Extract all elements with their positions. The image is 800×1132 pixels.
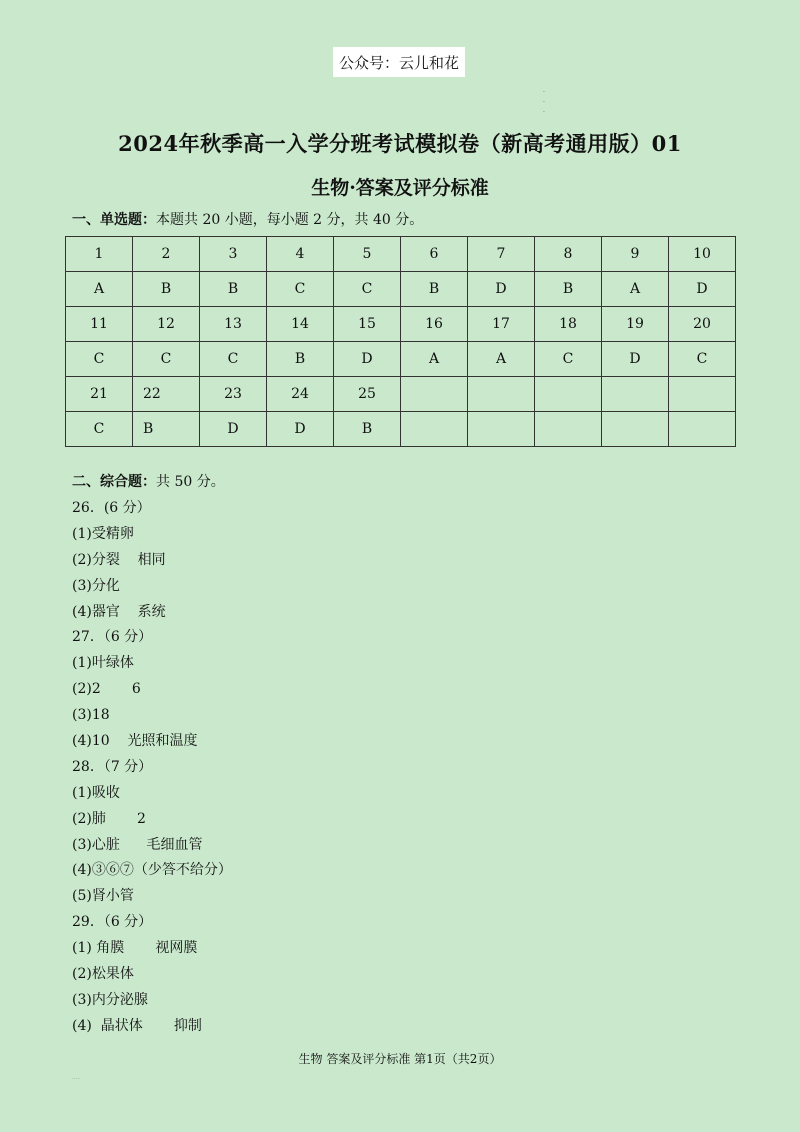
table-cell: [535, 412, 602, 447]
table-cell: [602, 412, 669, 447]
answer-line: (1)吸收: [72, 784, 120, 801]
table-cell: 23: [200, 377, 267, 412]
answer-line: (1)叶绿体: [72, 655, 134, 672]
answer-line: (4) 晶状体 抑制: [72, 1017, 202, 1034]
table-cell: 12: [133, 307, 200, 342]
answer-line: (3)内分泌腺: [72, 991, 148, 1008]
table-row: [66, 307, 736, 342]
table-cell: 4: [267, 237, 334, 272]
table-cell: B: [267, 342, 334, 377]
answer-line: (2)肺 2: [72, 810, 146, 827]
answer-line: (1)受精卵: [72, 525, 134, 542]
table-cell: C: [66, 412, 133, 447]
table-cell: B: [133, 412, 200, 447]
table-cell: 24: [267, 377, 334, 412]
answer-line: (2)分裂 相同: [72, 551, 166, 568]
table-cell: 5: [334, 237, 401, 272]
table-cell: 8: [535, 237, 602, 272]
table-cell: 9: [602, 237, 669, 272]
table-cell: [602, 377, 669, 412]
table-cell: 13: [200, 307, 267, 342]
answer-line: (3)分化: [72, 577, 120, 594]
table-row: [66, 237, 736, 272]
table-cell: 17: [468, 307, 535, 342]
corner-mark: ····: [72, 1076, 80, 1083]
table-cell: 19: [602, 307, 669, 342]
table-cell: D: [334, 342, 401, 377]
page-subtitle: 生物·答案及评分标准: [311, 177, 489, 199]
answer-line: (1) 角膜 视网膜: [72, 940, 198, 957]
table-cell: 14: [267, 307, 334, 342]
table-cell: C: [267, 272, 334, 307]
table-cell: D: [267, 412, 334, 447]
table-cell: 6: [401, 237, 468, 272]
table-cell: 15: [334, 307, 401, 342]
table-cell: [535, 377, 602, 412]
table-cell: B: [535, 272, 602, 307]
section-heading: 二、综合题：: [72, 474, 156, 490]
table-cell: 20: [669, 307, 736, 342]
answer-line: 26．(6 分）: [72, 500, 151, 516]
table-cell: D: [468, 272, 535, 307]
answer-line: (4)③⑥⑦（少答不给分）: [72, 862, 232, 879]
table-cell: 22: [133, 377, 200, 412]
table-cell: [468, 412, 535, 447]
table-cell: [401, 412, 468, 447]
table-row: [66, 342, 736, 377]
answer-line: (3)心脏 毛细血管: [72, 836, 203, 853]
table-cell: C: [334, 272, 401, 307]
table-cell: 18: [535, 307, 602, 342]
table-cell: 7: [468, 237, 535, 272]
answer-line: (3)18: [72, 707, 110, 724]
table-row: [66, 412, 736, 447]
section-description: 共 50 分。: [156, 474, 225, 490]
table-cell: A: [401, 342, 468, 377]
table-cell: A: [468, 342, 535, 377]
decorative-dots: · · ·: [543, 89, 545, 116]
table-cell: [669, 377, 736, 412]
table-row: [66, 377, 736, 412]
answer-line: (4)器官 系统: [72, 603, 166, 620]
table-cell: B: [200, 272, 267, 307]
table-cell: A: [66, 272, 133, 307]
section-comprehensive: [72, 471, 225, 491]
table-cell: D: [669, 272, 736, 307]
section-heading: 一、单选题：: [72, 212, 156, 228]
answer-list: [72, 496, 232, 1040]
table-cell: 10: [669, 237, 736, 272]
page-title: 2024年秋季高一入学分班考试模拟卷（新高考通用版）01: [118, 131, 682, 156]
table-cell: C: [669, 342, 736, 377]
section-single-choice: [72, 209, 423, 229]
table-cell: D: [200, 412, 267, 447]
table-cell: [669, 412, 736, 447]
table-cell: 25: [334, 377, 401, 412]
table-cell: D: [602, 342, 669, 377]
page-footer: 生物 答案及评分标准 第1页（共2页）: [298, 1052, 502, 1066]
table-cell: B: [401, 272, 468, 307]
table-cell: [468, 377, 535, 412]
watermark-label: 公众号：云儿和花: [333, 47, 465, 77]
table-cell: B: [133, 272, 200, 307]
table-cell: A: [602, 272, 669, 307]
answer-line: 27．（6 分）: [72, 629, 153, 646]
table-cell: 2: [133, 237, 200, 272]
table-cell: C: [200, 342, 267, 377]
table-cell: C: [535, 342, 602, 377]
table-cell: C: [133, 342, 200, 377]
section-description: 本题共 20 小题，每小题 2 分，共 40 分。: [156, 212, 424, 228]
answer-line: (4)10 光照和温度: [72, 733, 198, 750]
answer-line: (5)肾小管: [72, 888, 134, 905]
table-cell: 16: [401, 307, 468, 342]
answer-line: 28．（7 分）: [72, 758, 153, 775]
table-cell: 11: [66, 307, 133, 342]
table-cell: B: [334, 412, 401, 447]
table-row: [66, 272, 736, 307]
table-cell: C: [66, 342, 133, 377]
table-cell: 21: [66, 377, 133, 412]
table-cell: 3: [200, 237, 267, 272]
table-cell: 1: [66, 237, 133, 272]
answer-table: [65, 236, 736, 447]
table-cell: [401, 377, 468, 412]
answer-line: 29．（6 分）: [72, 914, 153, 931]
answer-line: (2)松果体: [72, 966, 134, 983]
answer-line: (2)2 6: [72, 681, 141, 698]
